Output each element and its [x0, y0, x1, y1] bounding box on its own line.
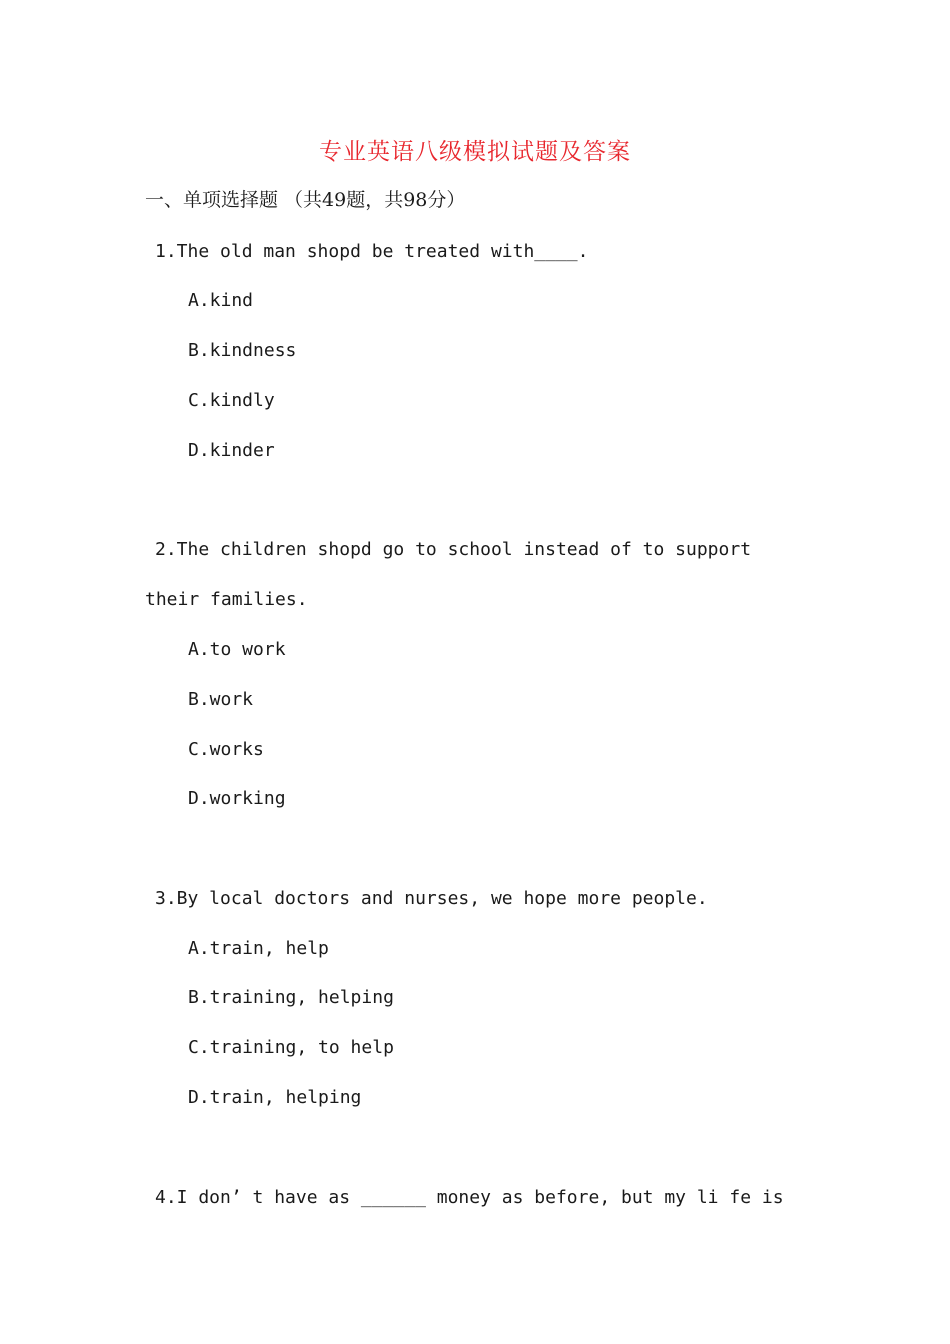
question-2-option-b: B.work — [188, 689, 254, 710]
section-heading: 一、单项选择题 （共49题，共98分） — [145, 189, 466, 211]
question-1-option-a: A.kind — [188, 290, 254, 311]
question-1-option-c: C.kindly — [188, 390, 275, 411]
question-3-option-b: B.training, helping — [188, 987, 394, 1008]
question-1-stem: 1.The old man shopd be treated with____. — [155, 241, 589, 262]
question-2-option-d: D.working — [188, 788, 286, 809]
question-3-option-c: C.training, to help — [188, 1037, 394, 1058]
document-title: 专业英语八级模拟试题及答案 — [319, 139, 631, 165]
question-1-option-b: B.kindness — [188, 340, 297, 361]
question-1-option-d: D.kinder — [188, 440, 275, 461]
question-4-stem: 4.I don’ t have as ______ money as before, but my li fe is — [155, 1187, 784, 1208]
question-2-option-a: A.to work — [188, 639, 286, 660]
question-2-option-c: C.works — [188, 739, 264, 760]
question-2-stem-continuation: their families. — [145, 589, 308, 610]
question-3-option-d: D.train, helping — [188, 1087, 362, 1108]
question-3-option-a: A.train, help — [188, 938, 329, 959]
question-3-stem: 3.By local doctors and nurses, we hope more people. — [155, 888, 708, 909]
question-2-stem: 2.The children shopd go to school instead of to support — [155, 539, 752, 560]
